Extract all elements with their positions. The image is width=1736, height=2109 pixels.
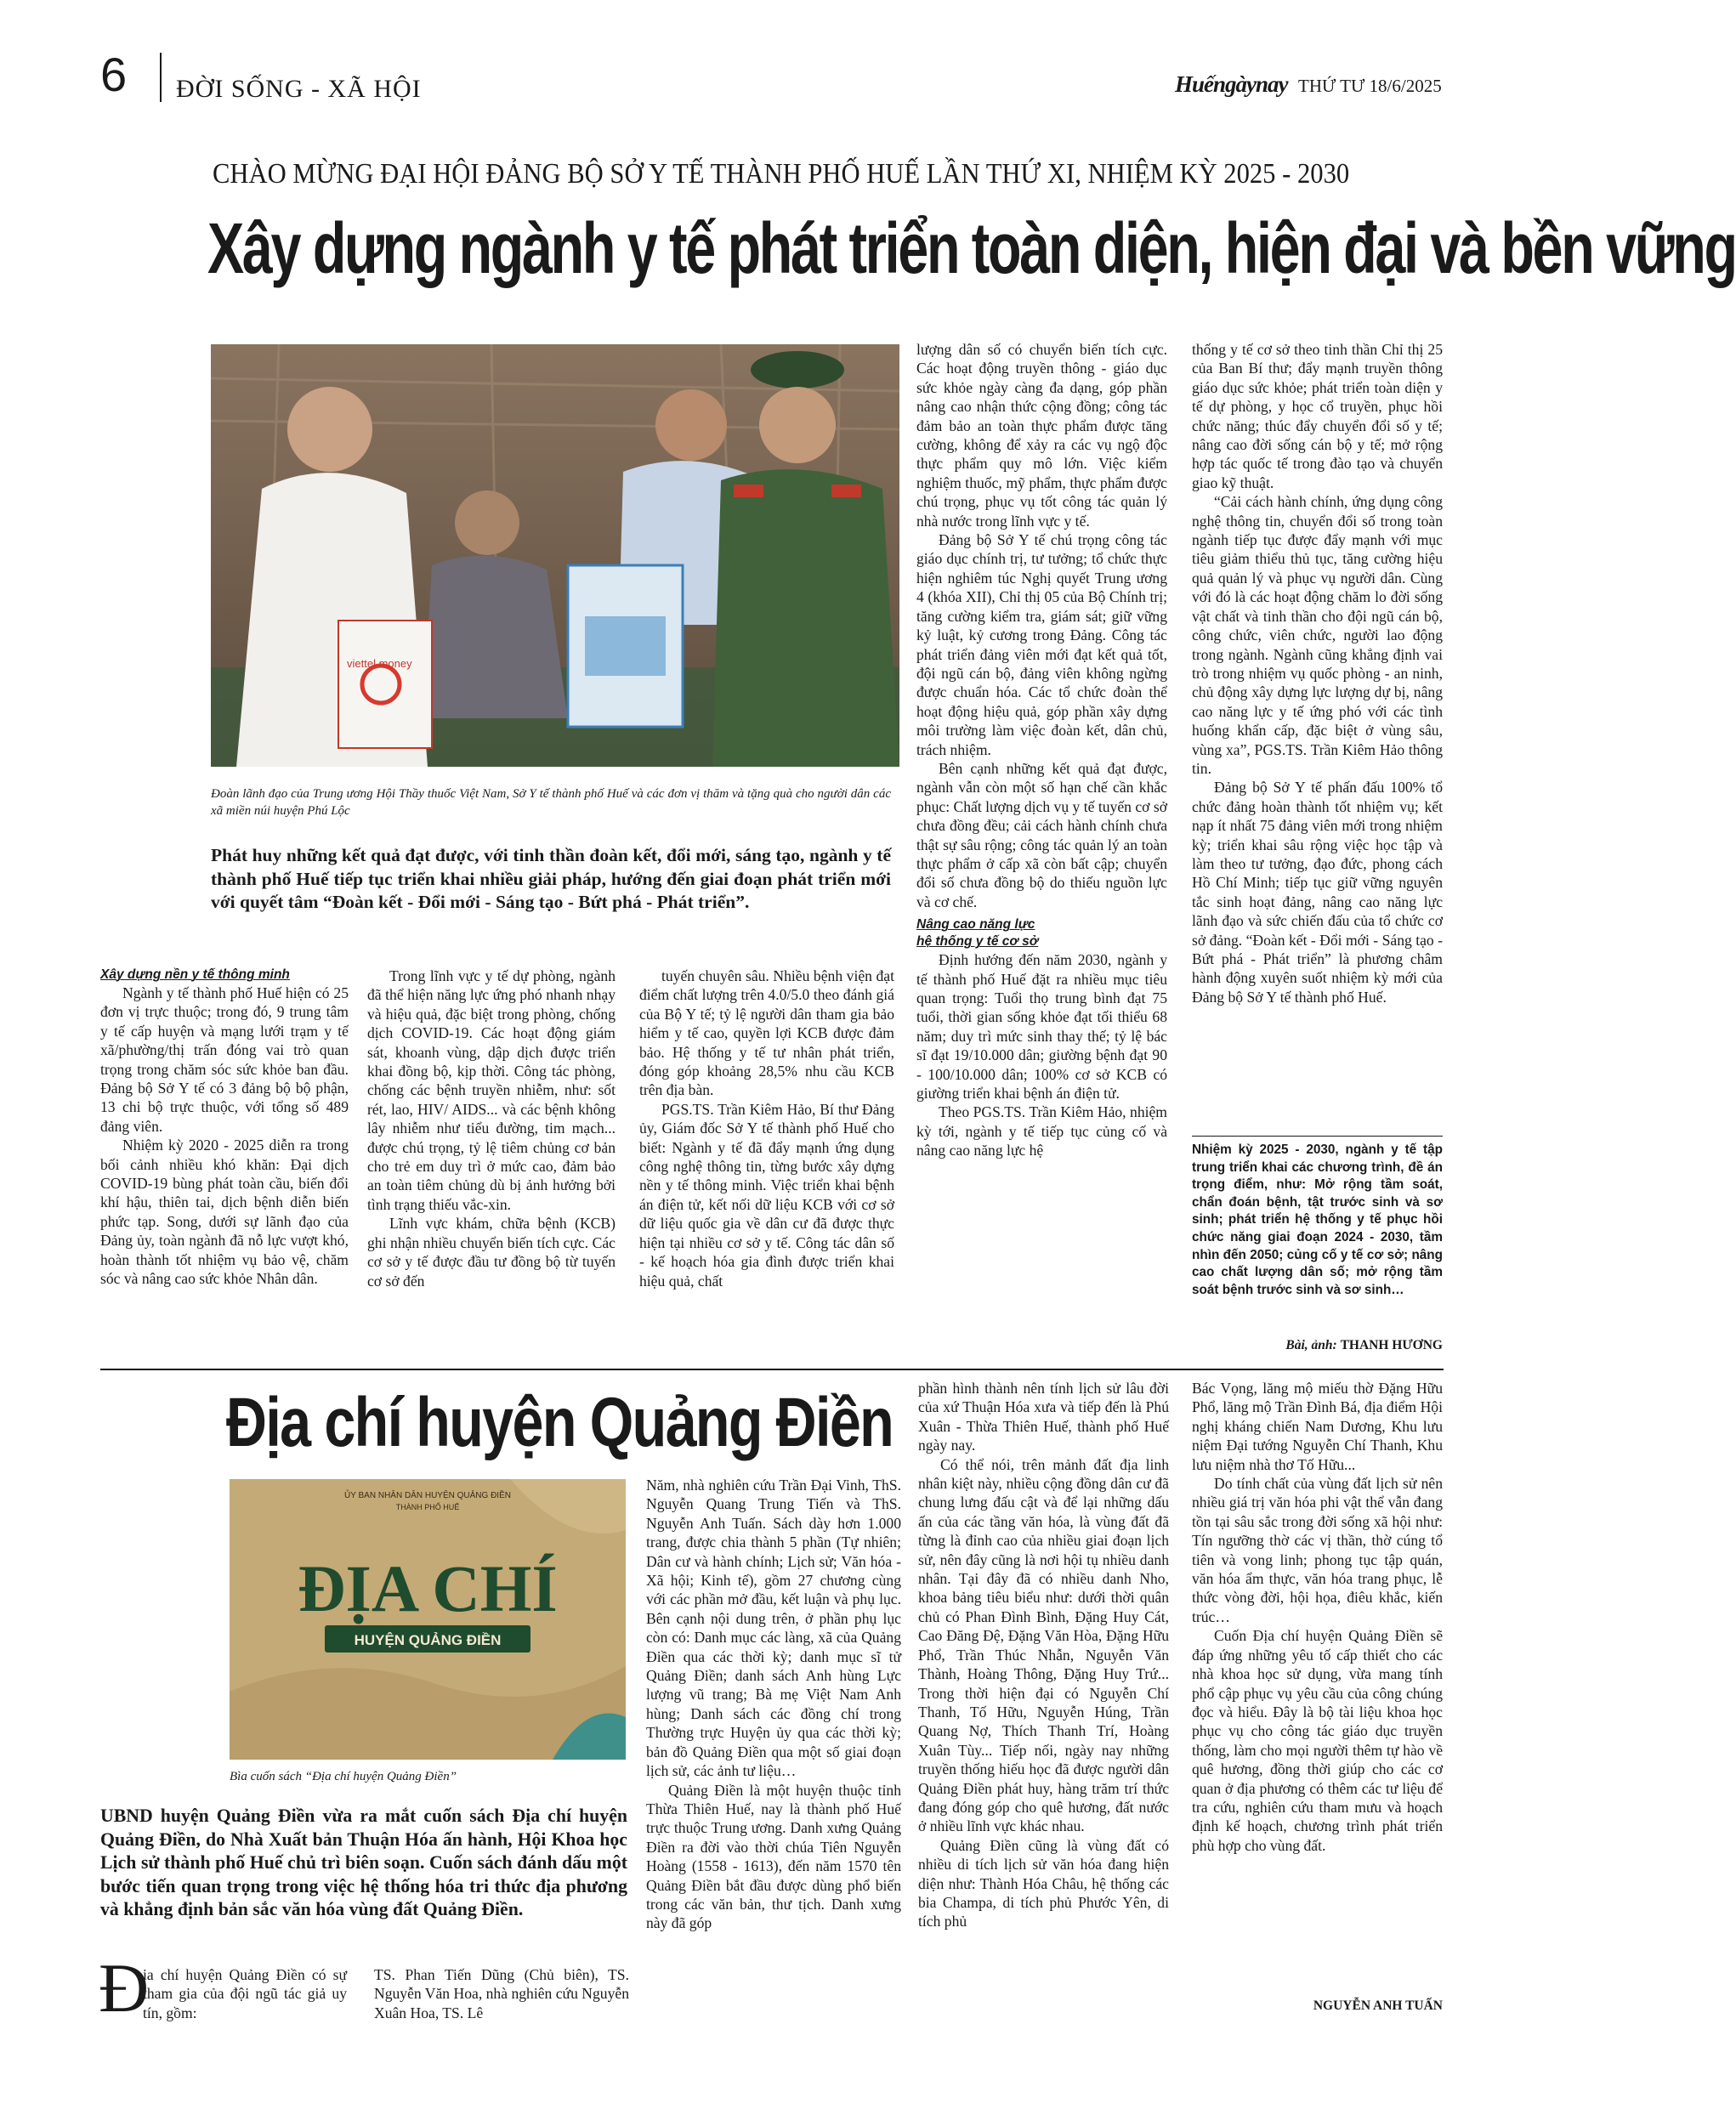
newspaper-logo: Huếngàynay xyxy=(1175,71,1288,97)
paragraph: lượng dân số có chuyển biến tích cực. Các hoạt động truyền thông - giáo dục sức khỏe ngày càng đa dạng, góp phần nâng cao nhận thức cộng đồng; công tác đảm bảo an toàn thực phẩm được tăng cường, không để xảy ra các vụ ngộ độc thực phẩm quy mô lớn. Việc kiểm nghiệm thuốc, mỹ phẩm, thực phẩm được chú trọng, phục vụ tốt công tác quản lý nhà nước trong lĩnh vực y tế. xyxy=(916,341,1167,530)
article2-col1 xyxy=(143,1965,347,2027)
paragraph: PGS.TS. Trần Kiêm Hảo, Bí thư Đảng ủy, Giám đốc Sở Y tế thành phố Huế cho biết: Ngành y tế đã đẩy mạnh ứng dụng công nghệ thông tin, từng bước xây dựng nền y tế thông minh. Việc triển khai bệnh án điện tử, kết nối dữ liệu KCB với cơ sở dữ liệu quốc gia về dân cư đã được thực hiện tại nhiều cơ sở y tế. Công tác dân số - kế hoạch hóa gia đình được triển khai hiệu quả, chất xyxy=(639,1100,894,1290)
article1-col2 xyxy=(367,967,616,1358)
paragraph: Bác Vọng, lăng mộ miếu thờ Đặng Hữu Phổ, lăng mộ Trần Đình Bá, địa điểm Hội nghị kháng chiến Nam Dương, Khu lưu niệm Đại tướng Nguyễn Chí Thanh, Khu lưu niệm nhà thơ Tố Hữu... xyxy=(1192,1380,1443,1473)
paragraph: Có thể nói, trên mảnh đất địa linh nhân kiệt này, nhiều cộng đồng dân cư đã chung lưng đấu cật và để lại những dấu ấn của các tầng văn hóa, là vùng đất đã từng là đỉnh cao của nhiều giai đoạn lịch sử, nên đây cũng là nơi hội tụ nhiều danh nhân. Tại đây đã có nhiều danh Nho, khoa bảng tiêu biểu như: dưới thời quân chủ có Phan Đình Bình, Đặng Huy Cát, Cao Đăng Đệ, Đặng Văn Hòa, Đặng Hữu Phổ, Trần Thúc Nhẫn, Nguyễn Văn Thành, Hoàng Thông, Đặng Huy Trứ... Trong thời hiện đại có Nguyễn Chí Thanh, Tố Hữu, Nguyễn Húng, Trần Quang Nợ, Thích Thanh Trí, Hoàng Xuân Tùy... Tiếp nối, ngày nay những truyền thống hiếu học đã được người dân Quảng Điền phát huy, hàng trăm trí thức đang đóng góp cho quê hương, đất nước ở nhiều lĩnh vực khác nhau. xyxy=(918,1455,1169,1835)
paragraph: Định hướng đến năm 2030, ngành y tế thành phố Huế đặt ra nhiều mục tiêu quan trọng: Tuổi thọ trung bình đạt 75 tuổi, thời gian sống khỏe đạt tối thiểu 68 năm; duy trì mức sinh thay thế; tỷ lệ bác sĩ đạt 19/10.000 dân; giường bệnh đạt 90 - 100/10.000 dân; 100% cơ sở KCB có giường triển khai bệnh án điện tử. xyxy=(916,951,1167,1103)
book-cover-art xyxy=(230,1479,626,1760)
article-separator xyxy=(100,1369,1444,1370)
book-caption: Bìa cuốn sách “Địa chí huyện Quảng Điền” xyxy=(230,1770,457,1783)
paragraph: “Cải cách hành chính, ứng dụng công nghệ thông tin, chuyển đổi số trong toàn ngành tiếp tục được đẩy mạnh với mục tiêu giảm thiểu thủ tục, tăng cường hiệu quả quản lý và phục vụ người dân. Cùng với đó là các hoạt động chăm lo đời sống vật chất và tinh thần cho đội ngũ cán bộ, công chức, viên chức, người lao động trong ngành. Ngành cũng khẳng định vai trò trong nhiệm vụ quốc phòng - an ninh, chủ động xây dựng lực lượng dự bị, nâng cao năng lực y tế ứng phó với các tình huống khẩn cấp, đặc biệt ở vùng sâu, vùng xa”, PGS.TS. Trần Kiêm Hảo thông tin. xyxy=(1192,493,1443,777)
byline-prefix: Bài, ảnh: xyxy=(1285,1338,1337,1352)
paragraph: ịa chí huyện Quảng Điền có sự tham gia của đội ngũ tác giả uy tín, gồm: xyxy=(143,1966,347,2021)
article2-col2 xyxy=(374,1965,629,2027)
photo-scene xyxy=(211,344,899,767)
paragraph: Cuốn Địa chí huyện Quảng Điền sẽ đáp ứng những yêu tố cấp thiết cho các nhà khoa học sử dụng, vừa mang tính phổ cập phục vụ yêu cầu của công chúng đọc và hiểu. Đây là bộ tài liệu khoa học phục vụ cho công tác giáo dục truyền thống, làm cho mọi người thêm tự hào về quê hương, đồng thời giúp cho các cơ quan ở địa phương có thêm các tư liệu để tra cứu, nghiên cứu tham mưu và hoạch định kế hoạch, chương trình phát triển phù hợp cho vùng đất. xyxy=(1192,1627,1443,1854)
paragraph: phần hình thành nên tính lịch sử lâu đời của xứ Thuận Hóa xưa và tiếp đến là Phú Xuân - Thừa Thiên Huế, thành phố Huế ngày nay. xyxy=(918,1380,1169,1454)
page-number: 6 xyxy=(100,48,128,101)
article2-col4 xyxy=(918,1379,1169,2027)
book-title: ĐỊA CHÍ xyxy=(298,1551,558,1625)
article2-col5 xyxy=(1192,1379,1443,1989)
article1-kicker: CHÀO MỪNG ĐẠI HỘI ĐẢNG BỘ SỞ Y TẾ THÀNH PHỐ HUẾ LẦN THỨ XI, NHIỆM KỲ 2025 - 2030 xyxy=(213,158,1350,190)
paragraph: Do tính chất của vùng đất lịch sử nên nhiều giá trị văn hóa phi vật thể vẫn đang tồn tại sâu sắc trong đời sống xã hội như: Tín ngưỡng thờ các vị thần, thờ cúng tổ tiên và vong linh; phong tục tập quán, văn hóa ẩm thực, văn hóa trang phục, lễ thức vòng đời, hội họa, điêu khắc, kiến trúc… xyxy=(1192,1475,1443,1625)
header-divider xyxy=(160,53,162,102)
paragraph: tuyến chuyên sâu. Nhiều bệnh viện đạt điểm chất lượng trên 4.0/5.0 theo đánh giá của Bộ Y tế; tỷ lệ người dân tham gia bảo hiểm y tế cao, quyền lợi KCB được đảm bảo. Hệ thống y tế tư nhân phát triển, đóng góp khoảng 28,5% nhu cầu KCB trên địa bàn. xyxy=(639,967,894,1099)
paragraph: Theo PGS.TS. Trần Kiêm Hảo, nhiệm kỳ tới, ngành y tế tiếp tục củng cố và nâng cao năng lực hệ xyxy=(916,1103,1167,1159)
article1-box-note: Nhiệm kỳ 2025 - 2030, ngành y tế tập trung triển khai các chương trình, đề án trọng điểm, như: Mở rộng tầm soát, chẩn đoán bệnh, tật trước sinh và sơ sinh; phát triển hệ thống y tế phục hồi chức năng giai đoạn 2024 - 2030, tầm nhìn đến 2050; củng cố y tế cơ sở; nâng cao chất lượng dân số; mở rộng tầm soát bệnh trước sinh và sơ sinh… xyxy=(1192,1142,1443,1297)
article1-col4 xyxy=(916,340,1167,1358)
paragraph: Đảng bộ Sở Y tế chú trọng công tác giáo dục chính trị, tư tưởng; tổ chức thực hiện nghiêm túc Nghị quyết Trung ương 4 (khóa XII), Chỉ thị 05 của Bộ Chính trị; tăng cường kiểm tra, giám sát; giữ vững kỷ luật, kỷ cương trong Đảng. Công tác phát triển đảng viên mới đạt kết quả tốt, đội ngũ cán bộ, đảng viên không ngừng được chuẩn hóa. Các tổ chức đoàn thể hoạt động hiệu quả, góp phần xây dựng môi trường làm việc đoàn kết, dân chủ, trách nhiệm. xyxy=(916,531,1167,758)
issue-date: THỨ TƯ 18/6/2025 xyxy=(1298,76,1442,96)
paragraph: Trong lĩnh vực y tế dự phòng, ngành đã thể hiện năng lực ứng phó nhanh nhạy và hiệu quả, đặc biệt trong phòng, chống dịch COVID-19. Các hoạt động giám sát, khoanh vùng, dập dịch được triển khai đồng bộ, kịp thời. Công tác phòng, chống các bệnh truyền nhiễm, như: sốt rét, lao, HIV/ AIDS... và các bệnh không lây nhiễm như tiểu đường, tim mạch... được chú trọng, tỷ lệ tiêm chủng cơ bản cho trẻ em duy trì ở mức cao, đảm bảo an toàn tiêm chủng dù bị ảnh hưởng bởi tình trạng thiếu vắc-xin. xyxy=(367,967,616,1213)
book-cover xyxy=(230,1479,626,1760)
paragraph: Đảng bộ Sở Y tế phấn đấu 100% tổ chức đảng hoàn thành tốt nhiệm vụ; kết nạp ít nhất 75 đảng viên mới trong nhiệm kỳ; triển khai sâu rộng việc học tập và làm theo tư tưởng, đạo đức, phong cách Hồ Chí Minh; tiếp tục giữ vững nguyên tắc sinh hoạt đảng, nâng cao năng lực lãnh đạo và sức chiến đấu của tổ chức cơ sở đảng. “Đoàn kết - Đổi mới - Sáng tạo - Bứt phá - Phát triển” là phương châm hành động xuyên suốt nhiệm kỳ mới của Đảng bộ Sở Y tế thành phố Huế. xyxy=(1192,779,1443,1006)
article1-subheading-1: Xây dựng nền y tế thông minh xyxy=(100,967,290,982)
paragraph: thống y tế cơ sở theo tinh thần Chỉ thị 25 của Ban Bí thư; đẩy mạnh truyền thông giáo dục sức khỏe; phát triển toàn diện y tế dự phòng, y học cổ truyền, phục hồi chức năng; thúc đẩy chuyển đổi số y tế; nâng cao đời sống cán bộ y tế; mở rộng hợp tác quốc tế trong đào tạo và chuyển giao kỹ thuật. xyxy=(1192,341,1443,491)
book-publisher-line2: THÀNH PHỐ HUẾ xyxy=(395,1503,460,1511)
box-note-top-rule xyxy=(1192,1136,1443,1137)
byline-name: THANH HƯƠNG xyxy=(1340,1338,1443,1352)
paragraph: Bên cạnh những kết quả đạt được, ngành vẫn còn một số hạn chế cần khắc phục: Chất lượng dịch vụ y tế tuyến cơ sở chưa đồng đều; cải cách hành chính chưa thật sự sâu rộng; công tác quản lý an toàn thực phẩm ở cấp xã còn bất cập; chuyển đổi số chưa đồng bộ do thiếu nguồn lực và cơ chế. xyxy=(916,759,1167,910)
article2-sapo: UBND huyện Quảng Điền vừa ra mắt cuốn sách Địa chí huyện Quảng Điền, do Nhà Xuất bản Thuận Hóa ấn hành, Hội Khoa học Lịch sử thành phố Huế chủ trì biên soạn. Cuốn sách đánh dấu một bước tiến quan trọng trong việc hệ thống hóa tri thức địa phương và khẳng định bản sắc văn hóa vùng đất Quảng Điền. xyxy=(100,1806,627,1920)
article1-photo-caption: Đoàn lãnh đạo của Trung ương Hội Thầy thuốc Việt Nam, Sở Y tế thành phố Huế và các đơn vị thăm và tặng quà cho người dân các xã miền núi huyện Phú Lộc xyxy=(211,787,891,818)
article2-col3 xyxy=(646,1476,901,2027)
paragraph: Quảng Điền là một huyện thuộc tỉnh Thừa Thiên Huế, nay là thành phố Huế trực thuộc Trung ương. Danh xưng Quảng Điền ra đời vào thời chúa Tiên Nguyễn Hoàng (1558 - 1613), đến năm 1570 tên Quảng Điền bắt đầu được dùng phổ biến trong các văn bản, thư tịch. Danh xưng này đã góp xyxy=(646,1781,901,1932)
paragraph: Quảng Điền cũng là vùng đất có nhiều di tích lịch sử văn hóa đang hiện diện như: Thành Hóa Châu, hệ thống các bia Champa, di tích phủ Phước Yên, di tích phủ xyxy=(918,1836,1169,1930)
article1-subheading-2a: Nâng cao năng lực xyxy=(916,917,1035,933)
paragraph: Ngành y tế thành phố Huế hiện có 25 đơn vị trực thuộc; trong đó, 9 trung tâm y tế cấp huyện và mạng lưới trạm y tế xã/phường/thị trấn đóng vai trò quan trọng trong chăm sóc sức khỏe ban đầu. Đảng bộ Sở Y tế có 3 đảng bộ bộ phận, 13 chi bộ trực thuộc, với tổng số 489 đảng viên. xyxy=(100,984,349,1135)
paragraph: TS. Phan Tiến Dũng (Chủ biên), TS. Nguyễn Văn Hoa, nhà nghiên cứu Nguyễn Xuân Hoa, TS. Lê xyxy=(374,1966,629,2021)
article1-byline xyxy=(1192,1337,1443,1354)
bag-logo-text: viettel money xyxy=(347,657,412,670)
article1-photo xyxy=(211,344,899,767)
book-subtitle: HUYỆN QUẢNG ĐIỀN xyxy=(354,1632,502,1648)
article1-col1 xyxy=(100,967,349,1358)
article2-byline: NGUYỄN ANH TUẤN xyxy=(1313,1998,1443,2013)
article1-col3 xyxy=(639,967,894,1358)
book-publisher-line1: ỦY BAN NHÂN DÂN HUYỆN QUẢNG ĐIỀN xyxy=(344,1491,511,1500)
paragraph: Lĩnh vực khám, chữa bệnh (KCB) ghi nhận nhiều chuyển biến tích cực. Các cơ sở y tế được đầu tư đồng bộ từ tuyến cơ sở đến xyxy=(367,1215,616,1290)
article1-sapo: Phát huy những kết quả đạt được, với tinh thần đoàn kết, đổi mới, sáng tạo, ngành y tế thành phố Huế tiếp tục triển khai nhiều giải pháp, hướng đến giai đoạn phát triển mới với quyết tâm “Đoàn kết - Đổi mới - Sáng tạo - Bứt phá - Phát triển”. xyxy=(211,845,891,912)
section-title: ĐỜI SỐNG - XÃ HỘI xyxy=(176,75,422,103)
dropcap: Đ xyxy=(99,1949,150,2027)
article2-title: Địa chí huyện Quảng Điền xyxy=(226,1384,894,1461)
article1-title: Xây dựng ngành y tế phát triển toàn diện, hiện đại và bền vững xyxy=(207,208,1736,288)
paragraph: Năm, nhà nghiên cứu Trần Đại Vinh, ThS. Nguyễn Quang Trung Tiến và ThS. Nguyễn Anh Tuấn. Sách dày hơn 1.000 trang, được chia thành 5 phần (Tự nhiên; Dân cư và hành chính; Lịch sử; Văn hóa - Xã hội; Kinh tế), gồm 27 chương cùng với các phần mở đầu, kết luận và phụ lục. Bên cạnh nội dung trên, ở phần phụ lục còn có: Danh mục các làng, xã của Quảng Điền qua các thời kỳ; danh mục sĩ tử Quảng Điền; danh sách Anh hùng Lực lượng vũ trang; Bà mẹ Việt Nam Anh hùng; Danh sách các đồng chí trong Thường trực Huyện ủy qua các thời kỳ; bản đồ Quảng Điền qua một số giai đoạn lịch sử, các ảnh tư liệu… xyxy=(646,1477,901,1780)
paragraph: Nhiệm kỳ 2020 - 2025 diễn ra trong bối cảnh nhiều khó khăn: Đại dịch COVID-19 bùng phát toàn cầu, biến đổi khí hậu, thiên tai, dịch bệnh diễn biến phức tạp. Song, dưới sự lãnh đạo của Đảng ủy, toàn ngành đã nỗ lực vượt khó, hoàn thành tốt nhiệm vụ bảo vệ, chăm sóc và nâng cao sức khỏe Nhân dân. xyxy=(100,1137,349,1288)
article1-col5 xyxy=(1192,340,1443,1143)
article1-subheading-2b: hệ thống y tế cơ sở xyxy=(916,934,1039,950)
